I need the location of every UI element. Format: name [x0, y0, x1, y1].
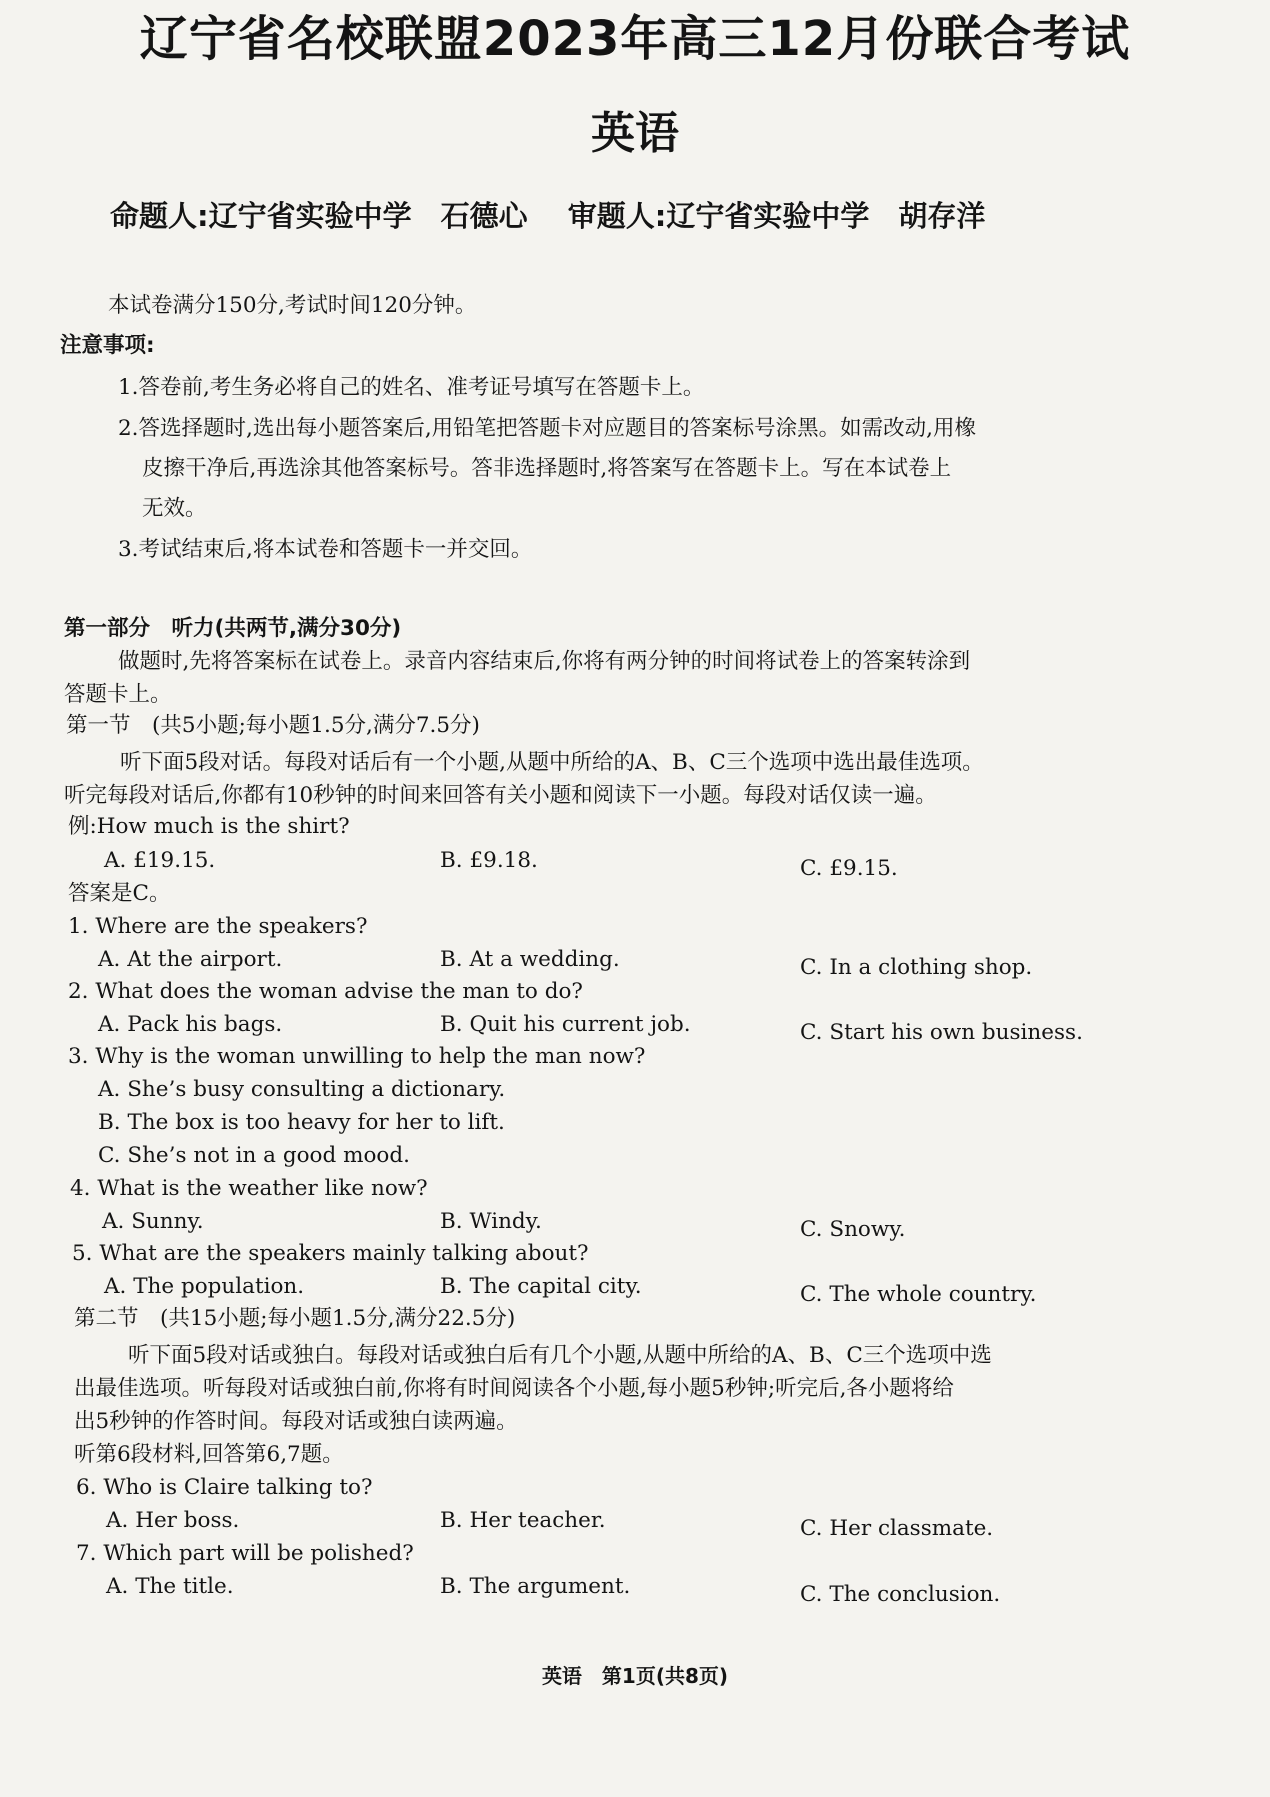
reviewer-label: 审题人:辽宁省实验中学 胡存洋: [567, 199, 986, 233]
option-5b: B. The capital city.: [440, 1274, 642, 1299]
example-option: B. £9.18.: [440, 848, 538, 873]
page-footer: 英语 第1页(共8页): [541, 1664, 729, 1688]
option-7c: C. The conclusion.: [800, 1582, 1001, 1607]
material-6-note: 听第6段材料,回答第6,7题。: [74, 1442, 344, 1467]
option-3a: A. She’s busy consulting a dictionary.: [98, 1077, 506, 1102]
note-item: 3.考试结束后,将本试卷和答题卡一并交回。: [118, 537, 533, 562]
question-3: 3. Why is the woman unwilling to help the man now?: [68, 1044, 646, 1069]
option-2a: A. Pack his bags.: [98, 1012, 283, 1037]
question-6: 6. Who is Claire talking to?: [76, 1475, 373, 1500]
option-7a: A. The title.: [106, 1574, 234, 1599]
example-question: 例:How much is the shirt?: [68, 814, 350, 839]
note-item: 1.答卷前,考生务必将自己的姓名、准考证号填写在答题卡上。: [118, 375, 705, 400]
option-6b: B. Her teacher.: [440, 1508, 606, 1533]
option-6a: A. Her boss.: [106, 1508, 240, 1533]
example-answer: 答案是C。: [68, 881, 171, 906]
option-2c: C. Start his own business.: [800, 1020, 1083, 1045]
option-7b: B. The argument.: [440, 1574, 631, 1599]
option-5a: A. The population.: [104, 1274, 305, 1299]
exam-title: 辽宁省名校联盟2023年高三12月份联合考试: [139, 11, 1131, 67]
question-2: 2. What does the woman advise the man to do?: [68, 979, 583, 1004]
option-5c: C. The whole country.: [800, 1282, 1037, 1307]
option-4c: C. Snowy.: [800, 1217, 906, 1242]
setter-label: 命题人:辽宁省实验中学 石德心: [110, 199, 528, 233]
option-1b: B. At a wedding.: [440, 947, 620, 972]
note-item: 2.答选择题时,选出每小题答案后,用铅笔把答题卡对应题目的答案标号涂黑。如需改动,用橡: [118, 416, 977, 441]
section1-instruction: 听完每段对话后,你都有10秒钟的时间来回答有关小题和阅读下一小题。每段对话仅读一遍。: [64, 783, 937, 808]
question-5: 5. What are the speakers mainly talking about?: [72, 1241, 589, 1266]
example-option: A. £19.15.: [104, 848, 216, 873]
option-1c: C. In a clothing shop.: [800, 955, 1033, 980]
option-3c: C. She’s not in a good mood.: [98, 1143, 410, 1168]
note-item: 无效。: [142, 496, 207, 521]
option-1a: A. At the airport.: [98, 947, 283, 972]
option-6c: C. Her classmate.: [800, 1516, 994, 1541]
section1-instruction: 听下面5段对话。每段对话后有一个小题,从题中所给的A、B、C三个选项中选出最佳选项。: [120, 750, 984, 775]
score-time-note: 本试卷满分150分,考试时间120分钟。: [108, 293, 477, 318]
author-line: [110, 194, 1015, 235]
option-4a: A. Sunny.: [102, 1209, 204, 1234]
option-2b: B. Quit his current job.: [440, 1012, 691, 1037]
option-4b: B. Windy.: [440, 1209, 542, 1234]
section2-instruction: 听下面5段对话或独白。每段对话或独白后有几个小题,从题中所给的A、B、C三个选项中选: [128, 1343, 992, 1368]
subject-title: 英语: [591, 108, 679, 159]
question-1: 1. Where are the speakers?: [68, 914, 368, 939]
part1-instruction: 做题时,先将答案标在试卷上。录音内容结束后,你将有两分钟的时间将试卷上的答案转涂到: [118, 649, 971, 674]
notes-heading: 注意事项:: [60, 333, 155, 358]
note-item: 皮擦干净后,再选涂其他答案标号。答非选择题时,将答案写在答题卡上。写在本试卷上: [142, 456, 952, 481]
example-option: C. £9.15.: [800, 856, 898, 881]
section2-heading: 第二节 (共15小题;每小题1.5分,满分22.5分): [74, 1306, 516, 1331]
part1-instruction: 答题卡上。: [64, 682, 172, 707]
section2-instruction: 出最佳选项。听每段对话或独白前,你将有时间阅读各个小题,每小题5秒钟;听完后,各小题将给: [74, 1376, 954, 1401]
question-4: 4. What is the weather like now?: [70, 1176, 428, 1201]
part1-heading: 第一部分 听力(共两节,满分30分): [64, 616, 402, 641]
question-7: 7. Which part will be polished?: [76, 1541, 414, 1566]
section1-heading: 第一节 (共5小题;每小题1.5分,满分7.5分): [66, 713, 480, 738]
section2-instruction: 出5秒钟的作答时间。每段对话或独白读两遍。: [74, 1409, 518, 1434]
option-3b: B. The box is too heavy for her to lift.: [98, 1110, 505, 1135]
